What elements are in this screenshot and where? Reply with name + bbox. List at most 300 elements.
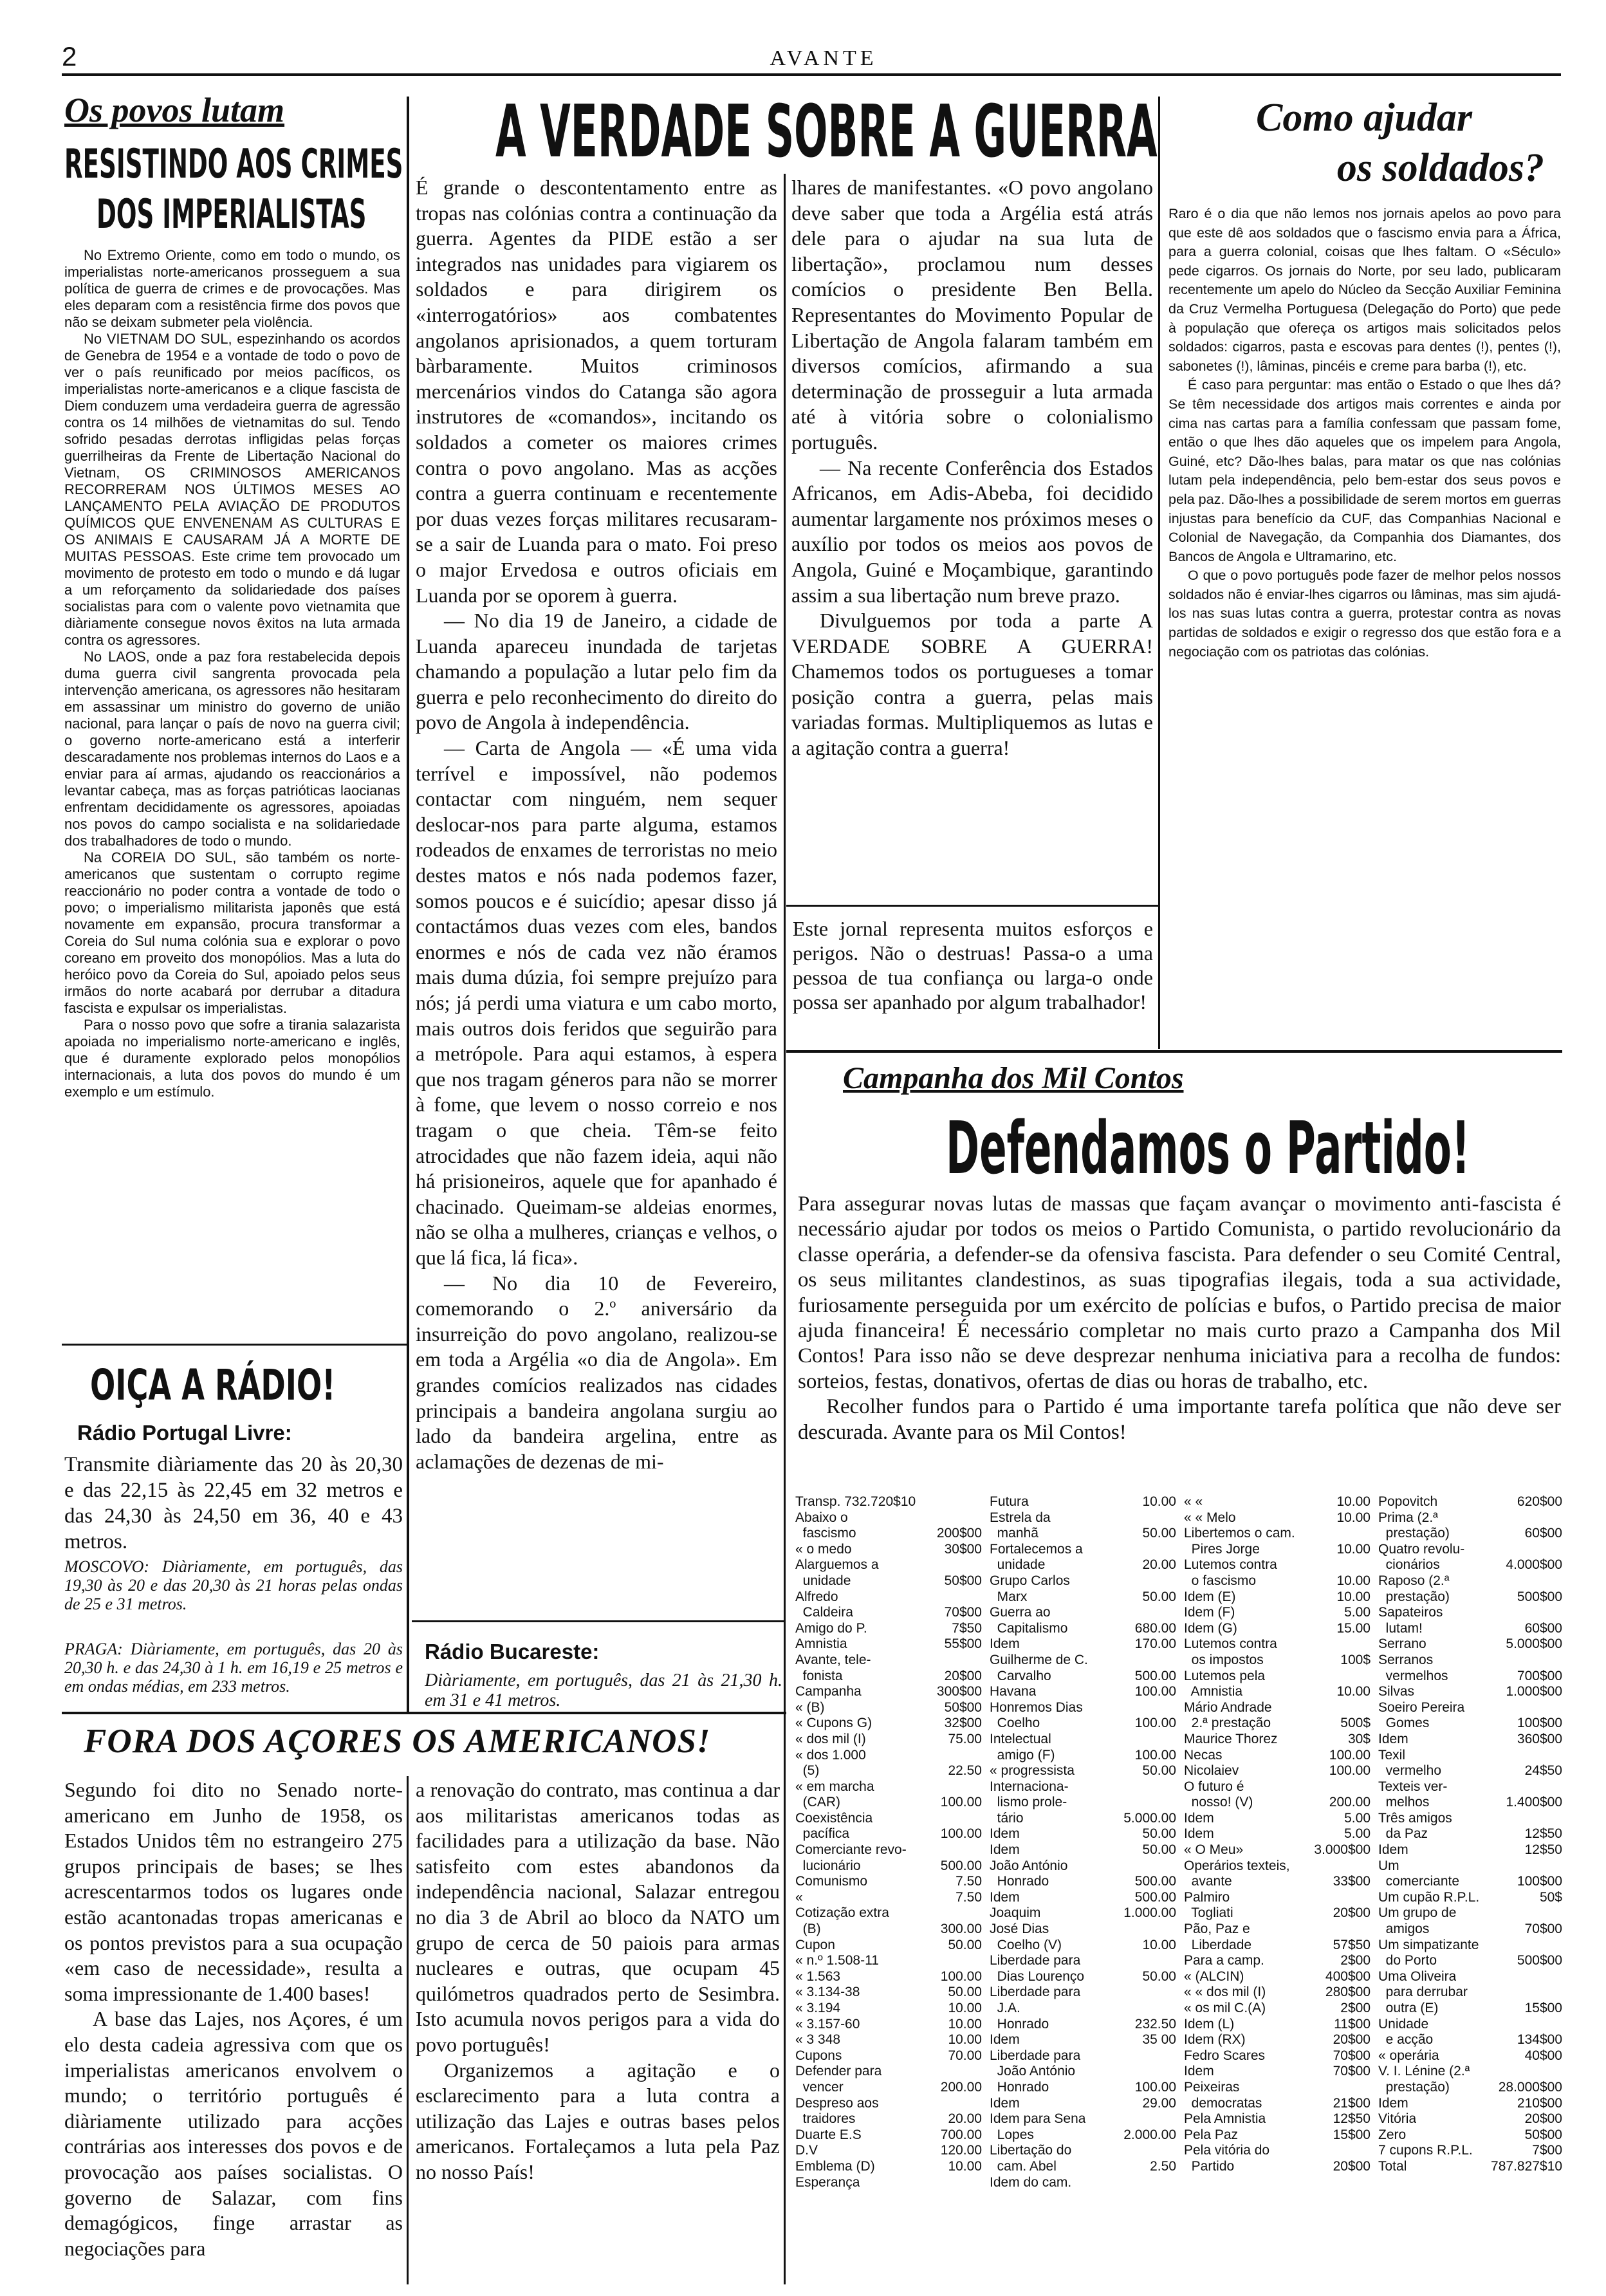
ledger-label: « 3.134-38 [795,1985,860,2000]
ledger-row [795,1874,982,1890]
ledger-row [1378,1494,1562,1510]
ledger-label: (CAR) [795,1795,840,1810]
ledger-row [795,1763,982,1779]
ledger-row [990,2064,1176,2080]
main-col-a-para-2: — No dia 19 de Janeiro, a cidade de Luanda apareceu inundada de tarjetas chamando a população a lutar pelo fim da guerra e pelo reconhecimento do direito do povo de Angola à independência. [416,609,777,734]
ledger-amount: 500.00 [940,1858,982,1873]
ledger-label: Idem [1184,1810,1214,1826]
ledger-label: Marx [990,1589,1028,1604]
ledger-label: Campanha [795,1684,862,1699]
ledger-row [795,2111,982,2127]
ledger-label: « (ALCIN) [1184,1968,1244,1984]
ledger-label: Idem (RX) [1184,2032,1246,2048]
ledger-label: Comerciante revo- [795,1842,907,1858]
ledger-amount: 4.000$00 [1506,1557,1562,1573]
campaign-top-rule [786,1050,1562,1053]
ledger-label: Raposo (2.ª [1378,1573,1450,1588]
main-col-a [416,175,777,1610]
ledger-amount: 50.00 [1142,1763,1176,1779]
ledger-row [1378,1557,1562,1573]
ledger-label: Fedro Scares [1184,2048,1266,2063]
ledger-amount: 50$00 [944,1699,982,1715]
azores-col-a-para-2: A base das Lajes, nos Açores, é um elo desta cadeia agressiva com que os imperialistas americanos envolvem o mundo; o território português é diàriamente utilizado para acções contrárias aos interesses dos povos e de provocação aos países socialistas. O governo de Salazar, com fins demagógicos, finge arrastar as negociações para [64,2007,403,2260]
ledger-row [795,1795,982,1811]
ledger-row [795,1700,982,1716]
ledger-row [1378,2127,1562,2143]
ledger-row [795,2064,982,2080]
ledger-label: Intelectual [990,1731,1051,1746]
ledger-row [795,1826,982,1842]
ledger-label: Total [1378,2158,1407,2174]
ledger-row [1378,1985,1562,2001]
ledger-label: D.V [795,2143,818,2158]
ledger-row [990,2032,1176,2048]
ledger-label: J.A. [990,2001,1020,2015]
radio-station-1: Rádio Portugal Livre: [77,1421,292,1445]
column-rule-1 [407,97,409,1712]
ledger-row [990,1874,1176,1890]
azores-col-b [416,1777,780,2286]
ledger-amount: 500$00 [1517,1953,1562,1968]
ledger-label: Honremos Dias [990,1699,1083,1715]
radio-prague-text: PRAGA: Diàriamente, em português, das 20 às 20,30 h. e das 24,30 à 1 h. em 16,19 e 25 metros e em ondas médias, em 233 metros. [64,1640,403,1696]
ledger-row [1184,1636,1371,1653]
campaign-body [798,1192,1561,1468]
ledger-amount: 35 00 [1142,2032,1176,2048]
main-col-b-para-2: — Na recente Conferência dos Estados Africanos, em Adis-Abeba, foi decidido aumentar largamente nos próximos meses o auxílio por todos os meios aos povos de Angola, Guiné e Moçambique, garantindo assim a sua libertação num breve prazo. [791,456,1153,607]
ledger-row [990,2048,1176,2064]
ledger-label: Liberdade para [990,1953,1081,1968]
ledger-row [795,1811,982,1827]
ledger-label: Havana [990,1684,1037,1699]
ledger-label: « (B) [795,1699,825,1715]
ledger-label: Idem [1378,1731,1408,1746]
ledger-amount: 500.00 [1134,1889,1176,1905]
ledger-label: « 3.194 [795,2001,841,2015]
ledger-amount: 500.00 [1134,1874,1176,1889]
ledger-amount: 787.827$10 [1491,2158,1562,2174]
ledger-row [1184,1795,1371,1811]
ledger-amount: 100.00 [1134,1684,1176,1699]
ledger-amount: 134$00 [1517,2032,1562,2048]
ledger-label: Pela Amnistia [1184,2111,1266,2127]
ledger-amount: 20.00 [1142,1557,1176,1573]
ledger-amount: 20$00 [1333,2158,1371,2174]
soldiers-title-1: Como ajudar [1256,96,1472,140]
ledger-label: Uma Oliveira [1378,1968,1457,1984]
ledger-row [1184,1953,1371,1969]
ledger-amount: 620$00 [1517,1494,1562,1509]
ledger-amount: 10.00 [948,2158,982,2174]
ledger-label: Lutemos pela [1184,1668,1266,1683]
ledger-label: V. I. Lénine (2.ª [1378,2064,1470,2079]
ledger-label: Zero [1378,2127,1407,2142]
ledger-row [1378,1938,1562,1954]
ledger-label: Idem [990,2032,1020,2048]
ledger-label: Nicolaiev [1184,1763,1239,1779]
soldiers-para-1: Raro é o dia que não lemos nos jornais apelos ao povo para que este dê aos soldados que o fascismo envia para a África, para a guerra colonial, coisas que lhes faltam. O «Século» pede cigarros. Os jornais do Norte, por seu lado, publicaram recentemente um apelo do Núcleo da Secção Auxiliar Feminina da Cruz Vermelha Portuguesa (Delegação do Porto) que pede à população que ofereça os artigos mais solicitados pelos soldados: cigarros, pasta e escovas para dentes (!), pentes (!), sabonetes (!), lâminas, pincéis e creme para barba (!), etc. [1168,206,1561,374]
ledger-amount: 360$00 [1517,1731,1562,1746]
col1-headline-1: RESISTINDO AOS CRIMES [64,140,403,187]
ledger-label: « « Melo [1184,1510,1236,1525]
ledger-row [990,2080,1176,2096]
ledger-label: « os mil C.(A) [1184,2001,1266,2015]
ledger-label: « n.º 1.508-11 [795,1953,879,1968]
ledger-label: Idem [1378,2095,1408,2111]
radio-moscow: MOSCOVO: Diàriamente, em português, das 19,30 às 20 e das 20,30 às 21 horas pelas ondas de 25 e 31 metros. [64,1557,403,1613]
ledger-row [795,1542,982,1558]
ledger-amount: 60$00 [1524,1526,1562,1541]
ledger-row [1184,1605,1371,1621]
ledger-row [795,1557,982,1573]
ledger-label: O futuro é [1184,1779,1244,1794]
ledger-row [1378,1636,1562,1653]
ledger-label: Carvalho [990,1668,1051,1683]
ledger-label: Esperança [795,2174,860,2190]
ledger-label: Palmiro [1184,1889,1230,1905]
col1-para-3: No LAOS, onde a paz fora restabelecida depois duma guerra civil sangrenta provocada pela intervenção americana, os agressores não hesitaram em assassinar um ministro do governo de união nacional, para lançar o país de novo na guerra civil; o governo norte-americano está a interferir descaradamente nos problemas internos do Laos e a enviar para aí armas, ajudando os reaccionários a levantar cabeça, mas as forças patrióticas laocianas enfrentam decididamente os agressores, apoiadas nos povos do campo socialista e na solidariedade dos trabalhadores de todo o mundo. [64,649,400,849]
ledger-row [1378,1811,1562,1827]
ledger-label: Grupo Carlos [990,1573,1070,1588]
ledger-label: Um simpatizante [1378,1937,1479,1952]
ledger-row [795,1684,982,1700]
ledger-row [1184,1969,1371,1985]
ledger-amount: 100.00 [1134,1716,1176,1731]
ledger-amount: 10.00 [1336,1589,1371,1604]
ledger-row [990,1684,1176,1700]
ledger-label: Serrano [1378,1636,1426,1652]
ledger-amount: 400$00 [1325,1968,1371,1984]
ledger-label: Idem [1378,1842,1408,1858]
ledger-amount: 2.000.00 [1123,2127,1176,2142]
ledger-amount: 100$00 [1517,1716,1562,1731]
ledger-label: Três amigos [1378,1810,1452,1826]
ledger-label: Liberdade para [990,1985,1081,2000]
ledger-col-4 [1378,1494,1562,2286]
ledger-row [1184,2001,1371,2017]
ledger-amount: 22.50 [948,1763,982,1779]
ledger-label: Amnistia [795,1636,847,1652]
ledger-label: fonista [795,1668,843,1683]
ledger-label: prestação) [1378,1526,1450,1541]
ledger-amount: 15.00 [1336,1620,1371,1636]
ledger-row [1378,1795,1562,1811]
ledger-row [1184,1890,1371,1906]
ledger-amount: 170.00 [1134,1636,1176,1652]
ledger-row [795,1969,982,1985]
ledger-row [795,1732,982,1748]
radio-station-2: Rádio Bucareste: [425,1640,600,1663]
azores-column-rule [407,1776,409,2284]
ledger-label: Pires Jorge [1184,1541,1260,1557]
azores-headline: FORA DOS AÇORES OS AMERICANOS! [84,1723,711,1760]
ledger-row [990,1526,1176,1542]
ledger-row [795,2017,982,2033]
ledger-row [1184,1573,1371,1589]
ledger-label: 2.ª prestação [1184,1716,1271,1731]
ledger-row [1378,1953,1562,1969]
ledger-row [990,1557,1176,1573]
ledger-label: Cupons [795,2048,842,2063]
ledger-row [795,1526,982,1542]
ledger-label: Idem [990,1842,1020,1858]
ledger-row [1378,1921,1562,1938]
ledger-row [795,1985,982,2001]
ledger-row [990,1938,1176,1954]
ledger-amount: 3.000$00 [1314,1842,1371,1858]
ledger-row [990,2017,1176,2033]
ledger-row [795,1938,982,1954]
ledger-row [795,1716,982,1732]
ledger-row [990,1542,1176,1558]
ledger-row [990,1669,1176,1685]
ledger-label: « dos 1.000 [795,1747,866,1763]
ledger-label: Texteis ver- [1378,1779,1448,1794]
ledger-row [795,2048,982,2064]
ledger-row [795,1605,982,1621]
ledger-label: Comunismo [795,1874,868,1889]
ledger-row [990,1716,1176,1732]
ledger-label: Avante, tele- [795,1652,871,1667]
ledger-row [795,1573,982,1589]
ledger-row [1184,1589,1371,1606]
ledger-row [1184,1905,1371,1921]
ledger-row [990,1779,1176,1795]
ledger-label: Gomes [1378,1716,1430,1731]
ledger-label: amigos [1378,1921,1430,1937]
ledger-row [990,1795,1176,1811]
ledger-amount: 10.00 [1336,1510,1371,1525]
ledger-row [795,1842,982,1858]
ledger-row [990,2127,1176,2143]
ledger-row [1378,1573,1562,1589]
ledger-amount: 280$00 [1325,1985,1371,2000]
ledger-amount: 700$00 [1517,1668,1562,1683]
ledger-row [1378,2159,1562,2175]
ledger-row [795,1621,982,1637]
ledger-row [990,1748,1176,1764]
ledger-row [990,2096,1176,2112]
ledger-row [1378,2001,1562,2017]
ledger-label: Coelho [990,1716,1040,1731]
ledger-label: Texil [1378,1747,1406,1763]
main-col-b-para-1: lhares de manifestantes. «O povo angolano deve saber que toda a Argélia está atrás dele para o ajudar na sua luta de libertação», proclamou num desses comícios o presidente Ben Bella. Representantes do Movimento Popular de Libertação de Angola falaram também em diversos comícios, afirmando a sua determinação de prosseguir a luta armada até à vitória sobre o colonialismo português. [791,176,1153,454]
ledger-row [990,1905,1176,1921]
ledger-label: outra (E) [1378,2001,1439,2015]
ledger-row [990,1636,1176,1653]
ledger-amount: 20.00 [948,2111,982,2127]
ledger-amount: 28.000$00 [1498,2079,1562,2095]
ledger-row [1184,2032,1371,2048]
campaign-kicker: Campanha dos Mil Contos [843,1061,1184,1095]
ledger-amount: 50$00 [1524,2127,1562,2142]
ledger-amount: 5.000$00 [1506,1636,1562,1652]
ledger-amount: 100.00 [1329,1747,1371,1763]
ledger-row [795,1748,982,1764]
col1-para-2: No VIETNAM DO SUL, espezinhando os acordos de Genebra de 1954 e a vontade de todo o povo de ver o país reunificado por meios pacíficos, os imperialistas norte-americanos e a clique fascista de Diem conduzem uma verdadeira guerra de agressão contra os 14 milhões de vietnamitas do sul. Tendo sofrido pesadas derrotas infligidas pelas forças guerrilheiras da Frente de Libertação Nacional do Vietnam, OS CRIMINOSOS AMERICANOS RECORRERAM NOS ÚLTIMOS MESES AO LANÇAMENTO PELA AVIAÇÃO DE PRODUTOS QUÍMICOS QUE ENVENENAM AS CULTURAS E OS ANIMAIS E CAUSARAM JÁ A MORTE DE MUITAS PESSOAS. Este crime tem provocado um movimento de protesto em todo o mundo e dá lugar a um reforçamento da solidariedade dos países socialistas para com o valente povo vietnamita que diàriamente consegue novos êxitos na luta armada contra os agressores. [64,331,400,648]
ledger-label: « « [1184,1494,1203,1509]
ledger-row [1184,2143,1371,2159]
ledger-row [990,1510,1176,1526]
col1-headline-2: DOS IMPERIALISTAS [97,190,367,237]
ledger-col-3 [1184,1494,1371,2286]
col1-para-1: No Extremo Oriente, como em todo o mundo, os imperialistas norte-americanos prosseguem a sua política de guerra de crimes e de provocações. Mas eles deparam com a resistência firme dos povos que não se deixam submeter pela violência. [64,247,400,330]
ledger-label: Honrado [990,1874,1049,1889]
col1-para-4: Na COREIA DO SUL, são também os norte-americanos que sustentam o corrupto regime reaccionário no poder contra a vontade de todo o povo; o imperialismo militarista japonês que está novamente em expansão, procura transformar a Coreia do Sul numa colónia sua e explorar o povo coreano em proveito dos monopólios. Mas a luta do heróico povo da Coreia do Sul, apoiado pelos seus irmãos do norte acabará por derrubar a ditadura fascista e expulsar os imperialistas. [64,849,400,1016]
ledger-label: Idem [990,1889,1020,1905]
ledger-label: Coexistência [795,1810,873,1826]
ledger-row [1378,2064,1562,2080]
ledger-label: Amnistia [1184,1684,1243,1699]
ledger-label: unidade [990,1557,1046,1573]
ledger-label: Coelho (V) [990,1937,1062,1952]
ledger-label: pacífica [795,1826,850,1842]
ledger-label: fascismo [795,1526,856,1541]
ledger-label: Libertação do [990,2143,1072,2158]
ledger-row [1184,1779,1371,1795]
ledger-row [795,1953,982,1969]
ledger-label: lucionário [795,1858,861,1873]
ledger-row [1378,1589,1562,1606]
ledger-amount: 1.000.00 [1123,1905,1176,1921]
ledger-amount: 100$00 [1517,1874,1562,1889]
col1-para-5: Para o nosso povo que sofre a tirania salazarista apoiada no imperialismo norte-americano e inglês, que é duramente explorado pelos monopólios internacionais, a luta dos povos do mundo é um exemplo e um estímulo. [64,1017,400,1100]
ledger-label: vencer [795,2079,844,2095]
ledger-label: Soeiro Pereira [1378,1699,1465,1715]
ledger-row [1378,1716,1562,1732]
ledger-row [1184,2111,1371,2127]
ledger-label: Prima (2.ª [1378,1510,1438,1525]
ledger-label: Alfredo [795,1589,838,1604]
ledger-label: Abaixo o [795,1510,848,1525]
ledger-row [1378,2143,1562,2159]
ledger-row [795,2127,982,2143]
ledger-label: tário [990,1810,1024,1826]
ledger-amount: 500.00 [1134,1668,1176,1683]
ledger-label: Peixeiras [1184,2079,1240,2095]
ledger-row [1378,2111,1562,2127]
ledger-row [990,1842,1176,1858]
ledger-row [990,1953,1176,1969]
ledger-label: amigo (F) [990,1747,1055,1763]
ledger-row [1184,2017,1371,2033]
ledger-row [1378,1732,1562,1748]
azores-col-a-para-1: Segundo foi dito no Senado norte-americano em Junho de 1958, os Estados Unidos têm no estrangeiro 275 grupos principais de bases; se lhes acrescentarmos todos os lugares onde estão acantonadas tropas americanas e os pontos previstos para a sua ocupação «em caso de necessidade», resulta a soma impressionante de 1.400 bases! [64,1778,403,2005]
ledger-amount: 40$00 [1524,2048,1562,2063]
ledger-row [1184,1494,1371,1510]
ledger-row [1184,2159,1371,2175]
ledger-amount: 10.00 [1336,1494,1371,1509]
ledger-row [990,1605,1176,1621]
ledger-label: Idem [990,1636,1020,1652]
ledger-amount: 50$00 [944,1573,982,1588]
azores-col-a [64,1777,403,2286]
ledger-row [1378,1842,1562,1858]
azores-right-rule [784,1055,786,2284]
ledger-amount: 7.50 [955,1874,982,1889]
ledger-row [1184,1653,1371,1669]
ledger-row [1378,1826,1562,1842]
azores-col-b-para-2: Organizemos a agitação e o esclarecimento para a luta contra a utilização das Lajes e outras bases pelos americanos. Fortaleçamos a luta pela Paz no nosso País! [416,2058,780,2183]
ledger-row [1184,2127,1371,2143]
ledger-amount: 100.00 [940,1968,982,1984]
ledger-amount: 33$00 [1333,1874,1371,1889]
ledger-row [1184,1842,1371,1858]
ledger-label: lismo prole- [990,1795,1067,1810]
ledger-row [1184,1826,1371,1842]
ledger-amount: 100.00 [1134,1747,1176,1763]
ledger-row [990,1653,1176,1669]
ledger-amount: 32$00 [944,1716,982,1731]
ledger-row [795,2080,982,2096]
ledger-row [795,2159,982,2175]
ledger-label: Idem (F) [1184,1605,1235,1620]
ledger-amount: 70$00 [1333,2048,1371,2063]
ledger-label: Idem para Sena [990,2111,1086,2127]
ledger-amount: 500$ [1340,1716,1371,1731]
ledger-row [1378,1605,1562,1621]
ledger-row [1184,1526,1371,1542]
ledger-amount: 10.00 [1336,1684,1371,1699]
ledger-row [990,1985,1176,2001]
ledger-label: Guerra ao [990,1605,1051,1620]
ledger-label: Caldeira [795,1605,853,1620]
ledger-label: Pão, Paz e [1184,1921,1250,1937]
ledger-label: « dos mil (I) [795,1731,866,1746]
ledger-label: Alarguemos a [795,1557,879,1573]
ledger-label: para derrubar [1378,1985,1468,2000]
ledger-amount: 2$00 [1340,2001,1371,2015]
ledger-row [990,1573,1176,1589]
ledger-row [1184,1748,1371,1764]
ledger-amount: 75.00 [948,1731,982,1746]
ledger-label: « 1.563 [795,1968,841,1984]
ledger-label: Internaciona- [990,1779,1069,1794]
ledger-amount: 30$ [1347,1731,1371,1746]
ledger-row [795,1921,982,1938]
main-box-note: Este jornal representa muitos esforços e perigos. Não o destruas! Passa-o a uma pessoa de tua confiança ou larga-o onde possa ser apanhado por algum trabalhador! [793,917,1153,1014]
ledger-amount: 5.000.00 [1123,1810,1176,1826]
ledger-amount: 700.00 [940,2127,982,2142]
ledger-amount: 57$50 [1333,1937,1371,1952]
ledger-label: « 3.157-60 [795,2016,860,2032]
ledger-row [1378,1905,1562,1921]
ledger-label: Duarte E.S [795,2127,862,2142]
ledger-row [990,1700,1176,1716]
ledger-label: manhã [990,1526,1038,1541]
ledger-row [1184,1858,1371,1875]
ledger-label: Pela vitória do [1184,2143,1270,2158]
ledger-amount: 2.50 [1150,2158,1176,2174]
ledger-label: Guilherme de C. [990,1652,1088,1667]
ledger-row [1184,2080,1371,2096]
ledger-label: Joaquim [990,1905,1041,1921]
ledger-label: Partido [1184,2158,1235,2174]
ledger-amount: 5.00 [1344,1810,1371,1826]
ledger-label: « Cupons G) [795,1716,872,1731]
ledger-row [795,1510,982,1526]
ledger-label: Despreso aos [795,2095,879,2111]
ledger-label: Defender para [795,2064,882,2079]
ledger-label: lutam! [1378,1620,1423,1636]
campaign-para-2: Recolher fundos para o Partido é uma importante tarefa política que não deve ser descurada. Avante para os Mil Contos! [798,1395,1561,1444]
azores-col-b-para-1: a renovação do contrato, mas continua a dar aos militaristas americanos todas as facilidades para a utilização da base. Não satisfeito com estes abandonos da independência nacional, Salazar entregou no dia 3 de Abril ao bloco da NATO um grupo de cerca de 50 paiois para armas nucleares e outras, que ocupam 45 quilómetros quadrados perto de Sesimbra. Isto acumula novos perigos para a vida do povo português! [416,1778,780,2056]
ledger-amount: 15$00 [1333,2127,1371,2142]
ledger-label: Idem [1184,1826,1214,1842]
ledger-amount: 10.00 [1142,1494,1176,1509]
col1-kicker: Os povos lutam [64,91,285,129]
ledger-amount: 21$00 [1333,2095,1371,2111]
